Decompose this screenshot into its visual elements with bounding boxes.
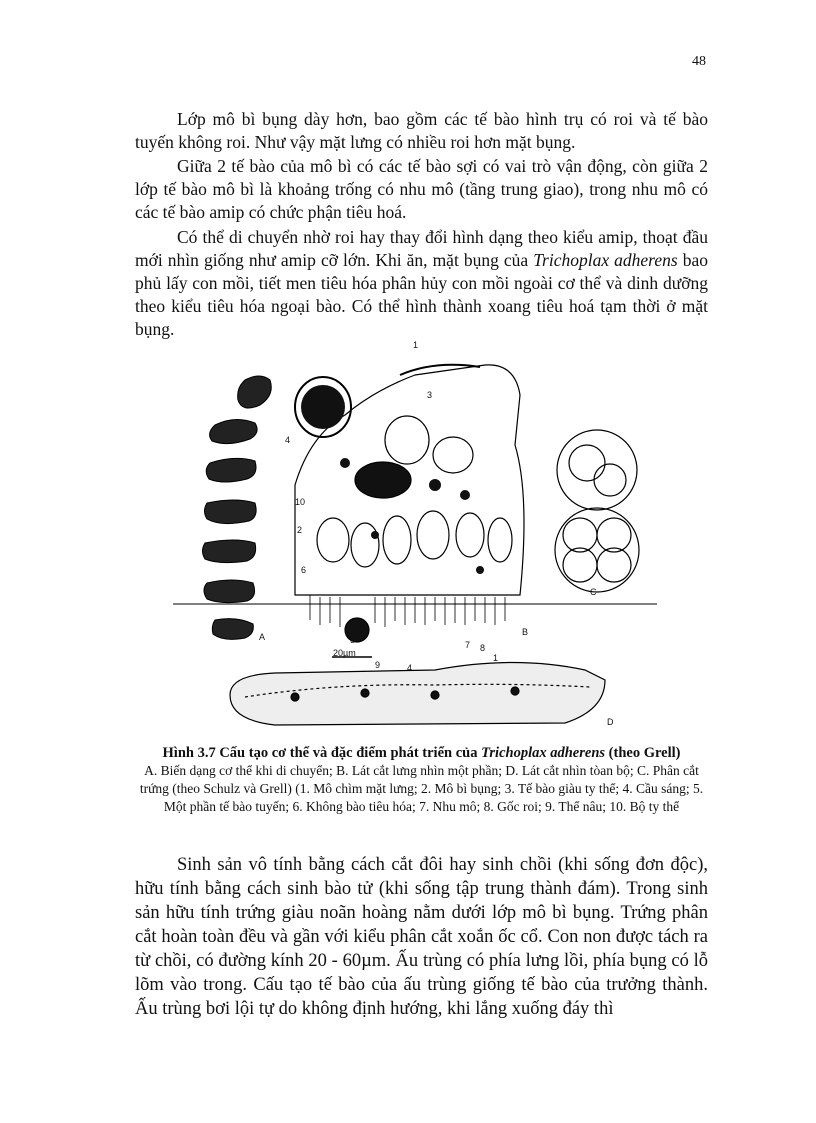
species-name: Trichoplax adherens: [533, 250, 678, 270]
scale-label: 20µm: [333, 648, 356, 658]
label-9: 9: [375, 660, 381, 670]
label-10: 10: [295, 497, 306, 507]
label-a: A: [259, 632, 266, 642]
label-d: D: [607, 717, 614, 727]
figure-trichoplax: [135, 335, 708, 735]
label-7: 7: [465, 640, 471, 650]
paragraph-3: [135, 226, 708, 341]
figure-caption: [135, 744, 708, 816]
caption-species: Trichoplax adherens: [481, 745, 606, 761]
label-1-d: 1: [493, 653, 499, 663]
panel-b-cilia: [310, 595, 505, 627]
label-8: 8: [480, 643, 486, 653]
label-6: 6: [301, 565, 307, 575]
paragraph-1: Lớp mô bì bụng dày hơn, bao gồm các tế bào hình trụ có roi và tế bào tuyến không roi. Như vậy mặt lưng có nhiều roi hơn mặt bụng.: [135, 109, 708, 152]
label-4-d: 4: [407, 663, 413, 673]
label-5: 5: [350, 635, 356, 645]
caption-body: A. Biến dạng cơ thể khi di chuyển; B. Lát cắt lưng nhìn một phần; D. Lát cắt nhìn tòan bộ; C. Phân cắt trứng (theo Schulz và Grell) (1. Mô chìm mặt lưng; 2. Mô bì bụng; 3. Tế bào giàu ty thể; 4. Cầu sáng; 5. Một phần tế bào tuyến; 6. Không bào tiêu hóa; 7. Nhu mô; 8. Gốc roi; 9. Thể nâu; 10. Bộ ty thể: [139, 763, 704, 814]
figure-illustration: [135, 335, 708, 735]
caption-title: [135, 744, 708, 762]
paragraph-4: Sinh sản vô tính bằng cách cắt đôi hay sinh chồi (khi sống đơn độc), hữu tính bằng cách sinh bào tử (khi sống tập trung thành đám). Trong sinh sản hữu tính trứng giàu noãn hoàng nằm dưới lớp mô bì bụng. Trứng phân cắt hoàn toàn đều và gần với kiểu phân cắt xoắn ốc cổ. Con non được tách ra từ chồi, có đường kính 20 - 60µm. Ấu trùng có phía lưng lồi, phía bụng có lỗ lõm vào trong. Cấu tạo tế bào của ấu trùng giống tế bào của trưởng thành. Ấu trùng bơi lội tự do không định hướng, khi lắng xuống đáy thì: [135, 855, 708, 1019]
label-3: 3: [427, 390, 433, 400]
label-c: C: [590, 587, 597, 597]
page-number: 48: [692, 54, 706, 69]
panel-c-eggs: [555, 430, 639, 592]
label-b: B: [522, 627, 529, 637]
label-2: 2: [297, 525, 303, 535]
label-4: 4: [285, 435, 291, 445]
panel-d-section: [230, 663, 605, 726]
panel-a-shapes: [203, 376, 272, 639]
caption-title-b: (theo Grell): [605, 745, 681, 761]
label-1: 1: [413, 340, 419, 350]
paragraph-3-text-a: Có thể di chuyển nhờ roi hay thay đổi hình dạng theo kiểu amip, thoạt đầu mới nhìn giống như amip cỡ lớn. Khi ăn, mặt bụng của: [135, 227, 708, 270]
paragraph-2: Giữa 2 tế bào của mô bì có các tế bào sợi có vai trò vận động, còn giữa 2 lớp tế bào mô bì là khoảng trống có nhu mô (tầng trung giao), trong nhu mô có các tế bào amip có chức phận tiêu hoá.: [135, 156, 708, 222]
paragraph-3-text-b: bao phủ lấy con mồi, tiết men tiêu hóa phân hủy con mồi ngoài cơ thể và dinh dưỡng theo kiểu tiêu hóa ngoại bào. Có thể hình thành xoang tiêu hoá tạm thời ở mặt bụng.: [135, 250, 708, 339]
caption-title-a: Hình 3.7 Cấu tạo cơ thể và đặc điểm phát triển của: [162, 745, 482, 761]
